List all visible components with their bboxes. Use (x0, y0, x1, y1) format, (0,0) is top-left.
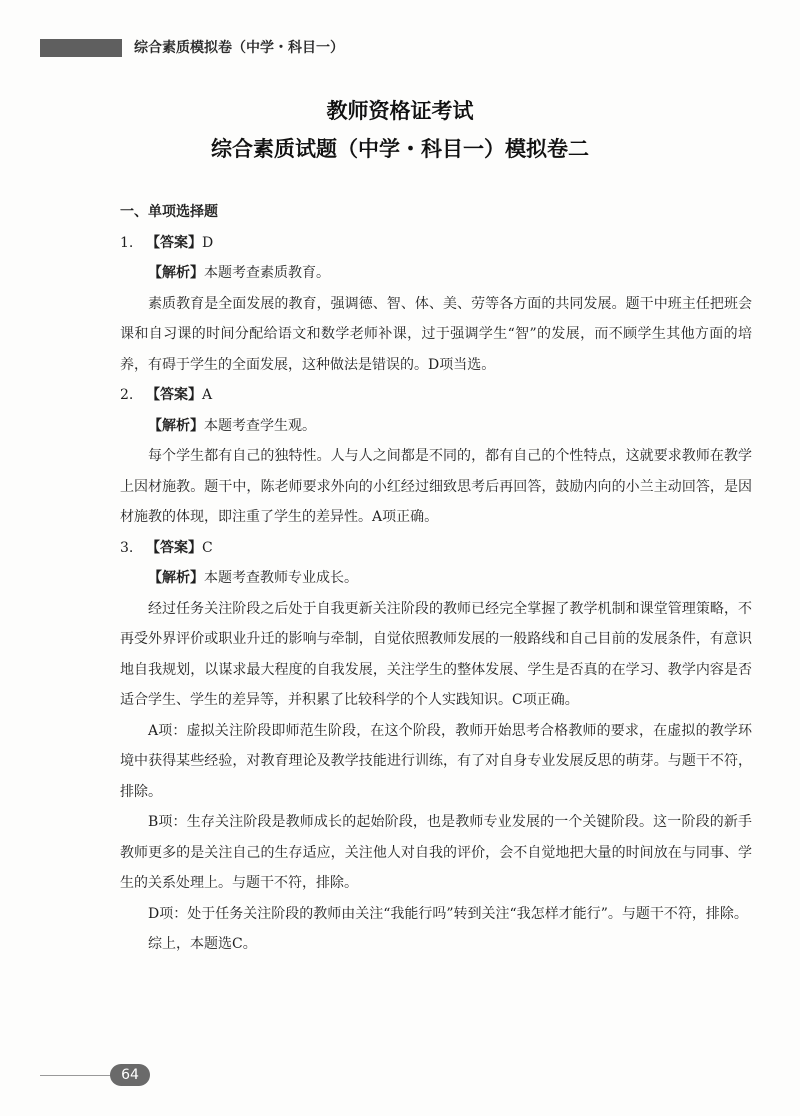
answer-row (120, 380, 752, 411)
question-number: 2. (120, 387, 134, 403)
answer-value: D (202, 234, 214, 251)
section-heading: 一、单项选择题 (120, 204, 218, 220)
page-number: 64 (110, 1064, 150, 1086)
analysis-row (120, 563, 752, 594)
analysis-text: 本题考查教师专业成长。 (204, 570, 358, 586)
answer-label: 【答案】 (146, 387, 202, 403)
page-title: 教师资格证考试 (326, 99, 474, 123)
answer-row (120, 228, 752, 259)
answer-value: C (202, 539, 213, 556)
analysis-row (120, 258, 752, 289)
analysis-label: 【解析】 (148, 417, 204, 434)
question-number: 3. (120, 539, 134, 556)
answer-value: A (202, 387, 213, 403)
option-b-paragraph: B项：生存关注阶段是教师成长的起始阶段，也是教师专业发展的一个关键阶段。这一阶段的新手教师更多的是关注自己的生存适应，关注他人对自我的评价，会不自觉地把大量的时间放在与同事、学生的关系处理上。与题干不符，排除。 (120, 814, 752, 891)
explanation-paragraph: 每个学生都有自己的独特性。人与人之间都是不同的，都有自己的个性特点，这就要求教师在教学上因材施教。题干中，陈老师要求外向的小红经过细致思考后再回答，鼓励内向的小兰主动回答，是因材施教的体现，即注重了学生的差异性。A项正确。 (120, 448, 752, 525)
analysis-label: 【解析】 (148, 570, 204, 586)
document-body (120, 197, 752, 960)
analysis-text: 本题考查素质教育。 (204, 265, 330, 281)
question-number: 1. (120, 234, 134, 251)
analysis-label: 【解析】 (148, 265, 204, 281)
explanation-paragraph: 素质教育是全面发展的教育，强调德、智、体、美、劳等各方面的共同发展。题干中班主任把班会课和自习课的时间分配给语文和数学老师补课，过于强调学生“智”的发展，而不顾学生其他方面的培养，有碍于学生的全面发展，这种做法是错误的。D项当选。 (120, 295, 752, 373)
option-d-paragraph: D项：处于任务关注阶段的教师由关注“我能行吗”转到关注“我怎样才能行”。与题干不符，排除。 (148, 905, 748, 922)
answer-label: 【答案】 (146, 234, 202, 251)
header-decor-bar (40, 39, 122, 57)
page-subtitle: 综合素质试题（中学・科目一）模拟卷二 (211, 137, 589, 161)
answer-label: 【答案】 (146, 539, 202, 556)
explanation-paragraph: 经过任务关注阶段之后处于自我更新关注阶段的教师已经完全掌握了教学机制和课堂管理策略，不再受外界评价或职业升迁的影响与牵制，自觉依照教师发展的一般路线和自己目前的发展条件，有意识地自我规划，以谋求最大程度的自我发展，关注学生的整体发展、学生是否真的在学习、教学内容是否适合学生、学生的差异等，并积累了比较科学的个人实践知识。C项正确。 (120, 600, 752, 708)
footer-rule (40, 1075, 112, 1076)
analysis-row (120, 411, 752, 442)
conclusion-paragraph: 综上，本题选C。 (148, 936, 257, 952)
option-a-paragraph: A项：虚拟关注阶段即师范生阶段，在这个阶段，教师开始思考合格教师的要求，在虚拟的教学环境中获得某些经验，对教育理论及教学技能进行训练，有了对自身专业发展反思的萌芽。与题干不符，排除。 (120, 722, 752, 800)
analysis-text: 本题考查学生观。 (204, 417, 316, 434)
running-title: 综合素质模拟卷（中学・科目一） (134, 40, 344, 56)
answer-row (120, 533, 752, 564)
